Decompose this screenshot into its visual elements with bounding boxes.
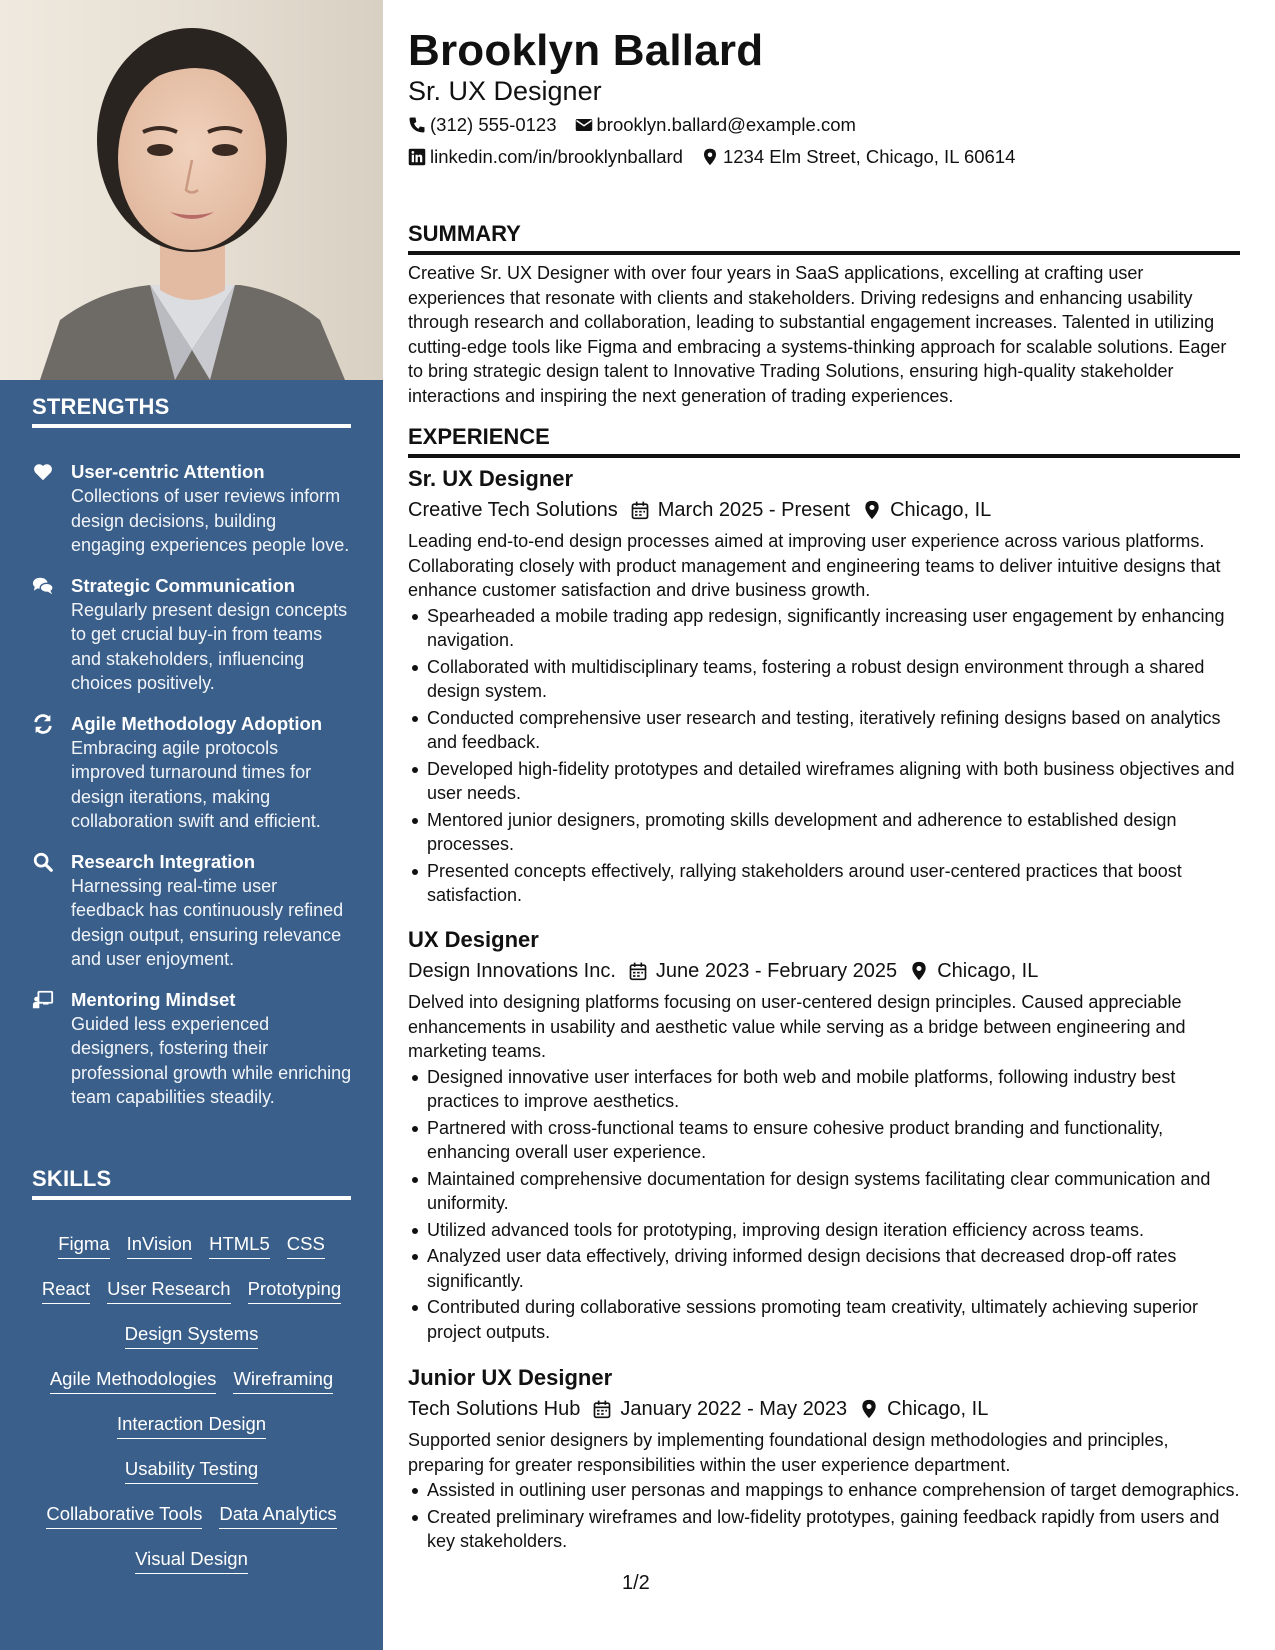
job-description: Delved into designing platforms focusing on user-centered design principles. Caused appreciable enhancements in usability and aesthetic value while serving as a bridge between engineering and marketing teams. — [408, 992, 1186, 1061]
strength-title: Mentoring Mindset — [71, 988, 236, 1010]
skill-tag: CSS — [287, 1232, 325, 1259]
skill-row — [32, 1322, 351, 1367]
skills-list — [32, 1232, 351, 1592]
job-company: Tech Solutions Hub — [408, 1398, 581, 1420]
job-bullet: Developed high-fidelity prototypes and detailed wireframes aligning with both business objectives and user needs. — [408, 757, 1240, 806]
address-text: 1234 Elm Street, Chicago, IL 60614 — [722, 146, 1016, 167]
teacher-icon — [32, 989, 54, 1011]
skill-tag: User Research — [107, 1277, 230, 1304]
strengths-list — [32, 460, 352, 1126]
strength-title: User-centric Attention — [71, 461, 265, 482]
skill-row — [32, 1457, 351, 1502]
calendar-icon — [592, 1399, 612, 1419]
job-bullet: Collaborated with multidisciplinary teams, fostering a robust design environment through a shared design system. — [408, 655, 1240, 704]
candidate-name: Brooklyn Ballard — [408, 26, 764, 75]
email-text: brooklyn.ballard@example.com — [596, 114, 856, 135]
job-meta — [408, 495, 1240, 525]
phone-icon — [408, 116, 426, 134]
candidate-role: Sr. UX Designer — [408, 76, 602, 106]
strength-item — [32, 988, 352, 1110]
job-location: Chicago, IL — [887, 1398, 989, 1420]
skill-row — [32, 1547, 351, 1592]
skill-tag: Figma — [58, 1232, 109, 1259]
job-location: Chicago, IL — [890, 499, 992, 521]
strength-item — [32, 574, 352, 696]
skill-tag: Usability Testing — [125, 1457, 258, 1484]
calendar-icon — [630, 500, 650, 520]
strength-title: Research Integration — [71, 850, 256, 872]
job-bullet: Conducted comprehensive user research and testing, iteratively refining designs based on analytics and feedback. — [408, 706, 1240, 755]
skill-tag: React — [42, 1277, 90, 1304]
strength-title: Strategic Communication — [71, 574, 296, 596]
skill-tag: Visual Design — [135, 1547, 248, 1574]
job-entry — [408, 1364, 1240, 1556]
job-entry — [408, 465, 1240, 910]
skill-tag: Data Analytics — [219, 1502, 336, 1529]
job-bullet: Analyzed user data effectively, driving informed design decisions that decreased drop-off rates significantly. — [408, 1244, 1240, 1293]
profile-photo — [0, 0, 383, 380]
job-title: UX Designer — [408, 927, 539, 952]
skill-tag: HTML5 — [209, 1232, 270, 1259]
envelope-icon — [575, 116, 593, 134]
phone-text: (312) 555-0123 — [430, 114, 557, 135]
search-icon — [32, 851, 54, 873]
job-company: Design Innovations Inc. — [408, 960, 616, 982]
email-contact[interactable] — [575, 113, 856, 137]
job-bullets — [408, 1065, 1240, 1345]
linkedin-icon — [408, 148, 426, 166]
job-meta — [408, 956, 1240, 986]
strength-item — [32, 850, 352, 972]
job-bullets — [408, 604, 1240, 908]
skill-tag: Wireframing — [233, 1367, 333, 1394]
summary-heading: SUMMARY — [408, 221, 1240, 255]
strength-desc: Harnessing real-time user feedback has continuously refined design output, ensuring relevance and user enjoyment. — [71, 875, 344, 969]
skill-tag: InVision — [127, 1232, 192, 1259]
summary-text: Creative Sr. UX Designer with over four years in SaaS applications, excelling at crafting user experiences that resonate with clients and stakeholders. Driving redesigns and enhancing usability through research and collaboration, leading to substantial engagement increases. Talented in utilizing cutting-edge tools like Figma and embracing a systems-thinking approach for scalable solutions. Eager to bring strategic design talent to Innovative Trading Solutions, ensuring high-quality stakeholder interactions and inspiring the next generation of trading experiences. — [408, 263, 1227, 406]
job-description: Leading end-to-end design processes aimed at improving user experience across various platforms. Collaborating closely with product management and engineering teams to deliver intuitive designs that enhance customer satisfaction and drive business growth. — [408, 531, 1221, 600]
skill-row — [32, 1412, 351, 1457]
strength-desc: Embracing agile protocols improved turnaround times for design iterations, making collaboration swift and efficient. — [71, 737, 321, 831]
address-contact — [701, 145, 1015, 169]
comments-icon — [32, 575, 54, 597]
page-number: 1/2 — [622, 1572, 650, 1594]
job-company: Creative Tech Solutions — [408, 499, 618, 521]
skill-row — [32, 1367, 351, 1412]
strength-desc: Guided less experienced designers, fostering their professional growth while enriching team capabilities steadily. — [71, 1013, 352, 1107]
job-bullet: Mentored junior designers, promoting skills development and adherence to established design processes. — [408, 808, 1240, 857]
skill-row — [32, 1277, 351, 1322]
job-bullet: Maintained comprehensive documentation for design systems facilitating clear communication and uniformity. — [408, 1167, 1240, 1216]
skill-tag: Agile Methodologies — [50, 1367, 217, 1394]
job-bullet: Partnered with cross-functional teams to ensure cohesive product branding and functionality, enhancing overall user experience. — [408, 1116, 1240, 1165]
map-pin-icon — [701, 148, 719, 166]
job-dates: January 2022 - May 2023 — [620, 1398, 848, 1420]
job-title: Sr. UX Designer — [408, 466, 574, 491]
job-bullet: Presented concepts effectively, rallying stakeholders around user-centered practices that boost satisfaction. — [408, 859, 1240, 908]
calendar-icon — [628, 961, 648, 981]
job-meta — [408, 1394, 1240, 1424]
skill-tag: Collaborative Tools — [46, 1502, 202, 1529]
job-bullets — [408, 1478, 1240, 1554]
sync-icon — [32, 713, 54, 735]
contact-row-1 — [408, 113, 856, 137]
map-pin-icon — [859, 1399, 879, 1419]
map-pin-icon — [909, 961, 929, 981]
linkedin-text: linkedin.com/in/brooklynballard — [430, 146, 683, 167]
skill-row — [32, 1232, 351, 1277]
skills-heading: SKILLS — [32, 1166, 351, 1200]
job-bullet: Contributed during collaborative sessions promoting team creativity, ultimately achieving superior project outputs. — [408, 1295, 1240, 1344]
heart-icon — [32, 461, 54, 483]
strength-title: Agile Methodology Adoption — [71, 712, 323, 734]
job-bullet: Designed innovative user interfaces for both web and mobile platforms, following industry best practices to improve aesthetics. — [408, 1065, 1240, 1114]
job-title: Junior UX Designer — [408, 1365, 613, 1390]
job-bullet: Spearheaded a mobile trading app redesign, significantly increasing user engagement by enhancing navigation. — [408, 604, 1240, 653]
linkedin-contact[interactable] — [408, 145, 683, 169]
phone-contact[interactable] — [408, 113, 557, 137]
job-dates: June 2023 - February 2025 — [655, 960, 898, 982]
experience-heading: EXPERIENCE — [408, 424, 1240, 458]
contact-row-2 — [408, 145, 1015, 169]
skill-row — [32, 1502, 351, 1547]
map-pin-icon — [862, 500, 882, 520]
strength-desc: Regularly present design concepts to get crucial buy-in from teams and stakeholders, influencing choices positively. — [71, 599, 348, 693]
skill-tag: Prototyping — [248, 1277, 342, 1304]
job-dates: March 2025 - Present — [657, 499, 851, 521]
job-description: Supported senior designers by implementing foundational design methodologies and principles, preparing for greater responsibilities within the user experience department. — [408, 1430, 1169, 1475]
job-entry — [408, 926, 1240, 1346]
strength-desc: Collections of user reviews inform design decisions, building engaging experiences people love. — [71, 486, 350, 555]
job-bullet: Assisted in outlining user personas and mappings to enhance comprehension of target demographics. — [408, 1478, 1240, 1503]
job-bullet: Utilized advanced tools for prototyping, improving design iteration efficiency across teams. — [408, 1218, 1240, 1243]
skill-tag: Design Systems — [125, 1322, 259, 1349]
strength-item — [32, 712, 352, 834]
strength-item — [32, 460, 352, 558]
sidebar — [0, 0, 383, 1650]
job-bullet: Created preliminary wireframes and low-fidelity prototypes, gaining feedback rapidly from users and key stakeholders. — [408, 1505, 1240, 1554]
skill-tag: Interaction Design — [117, 1412, 266, 1439]
strengths-heading: STRENGTHS — [32, 394, 351, 428]
job-location: Chicago, IL — [937, 960, 1039, 982]
